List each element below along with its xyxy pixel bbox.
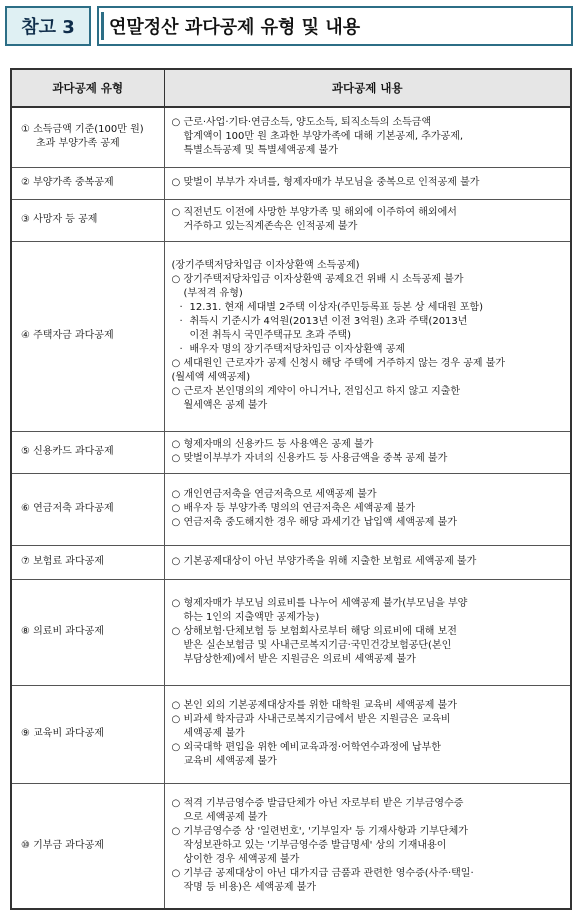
- bullet-text: [184, 797, 464, 825]
- text-line: 세액공제 불가: [183, 728, 245, 739]
- table-row: [11, 685, 571, 783]
- text-line: 개인연금저축을 연금저축으로 세액공제 불가: [183, 489, 377, 500]
- title-divider: [101, 12, 104, 40]
- deduction-table: [10, 68, 572, 910]
- content-bullet-item: [172, 825, 565, 867]
- bullet-mark: ○: [171, 556, 181, 567]
- deduction-type-cell: [11, 241, 164, 431]
- text-line: 부담상한제)에서 받은 지원금은 의료비 세액공제 불가: [183, 654, 416, 665]
- deduction-content-cell: [164, 473, 571, 545]
- deduction-type-cell: [11, 473, 164, 545]
- bullet-text: [184, 825, 468, 867]
- deduction-content-cell: [164, 783, 571, 909]
- bullet-mark: ○: [171, 207, 181, 218]
- text-line: 받은 실손보험금 및 사내근로복지기금·국민건강보험공단(본인: [183, 640, 452, 651]
- page-header: [5, 6, 573, 46]
- deduction-type-line: ② 부양가족 중복공제: [21, 177, 114, 188]
- content-bullet-item: [172, 502, 565, 516]
- page-title-box: [97, 6, 573, 46]
- column-header-type: 과다공제 유형: [11, 69, 164, 107]
- bullet-mark: ·: [179, 344, 183, 355]
- bullet-text: [184, 741, 441, 769]
- content-bullet-item: [172, 273, 565, 287]
- text-line: 근로·사업·기타·연금소득, 양도소득, 퇴직소득의 소득금액: [183, 117, 432, 129]
- text-line: 세대원인 근로자가 공제 신청시 해당 주택에 거주하지 않는 경우 공제 불가: [183, 358, 506, 369]
- bullet-mark: ○: [171, 598, 181, 609]
- text-line: 이전 취득시 국민주택규모 초과 주택): [189, 330, 352, 341]
- deduction-type-line: ③ 사망자 등 공제: [21, 214, 98, 225]
- text-line: 작명 등 비용)은 세액공제 불가: [183, 881, 317, 893]
- text-line: 장기주택저당차입금 이자상환액 공제요건 위배 시 소득공제 불가: [183, 274, 464, 285]
- content-sub-item: [172, 343, 565, 357]
- text-line: 기부금영수증 상 '일련번호', '기부일자' 등 기재사항과 기부단체가: [183, 825, 468, 837]
- text-line: 기본공제대상이 아닌 부양가족을 위해 지출한 보험료 세액공제 불가: [183, 556, 477, 567]
- table-row: [11, 473, 571, 545]
- deduction-content-cell: [164, 431, 571, 473]
- content-section-label: [172, 259, 565, 273]
- content-sub-item: [172, 301, 565, 315]
- text-line: 교육비 세액공제 불가: [183, 756, 277, 767]
- content-bullet-item: [172, 555, 565, 569]
- text-line: 맞벌이부부가 자녀의 신용카드 등 사용금액을 중복 공제 불가: [183, 453, 448, 464]
- deduction-content-cell: [164, 579, 571, 685]
- bullet-text: [184, 176, 480, 190]
- text-line: 배우자 명의 장기주택저당차입금 이자상환액 공제: [189, 344, 406, 355]
- deduction-type-line: ⑧ 의료비 과다공제: [21, 626, 104, 637]
- text-line: 상이한 경우 세액공제 불가: [183, 853, 300, 865]
- bullet-mark: ○: [171, 517, 181, 528]
- text-line: 외국대학 편입을 위한 예비교육과정·어학연수과정에 납부한: [183, 742, 441, 753]
- content-bullet-item: [172, 625, 565, 667]
- bullet-mark: ○: [171, 489, 181, 500]
- deduction-type-line: ④ 주택자금 과다공제: [21, 330, 114, 341]
- text-line: 형제자매의 신용카드 등 사용액은 공제 불가: [183, 439, 374, 450]
- text-line: 특별소득공제 및 특별세액공제 불가: [183, 145, 338, 157]
- deduction-content-cell: [164, 199, 571, 241]
- table-body: [11, 107, 571, 909]
- bullet-text: [184, 699, 457, 713]
- deduction-type-cell: [11, 167, 164, 199]
- bullet-text: [184, 488, 377, 502]
- text-line: 12.31. 현재 세대별 2주택 이상자(주민등록표 등본 상 세대원 포함): [189, 302, 484, 313]
- bullet-text: [184, 357, 506, 371]
- deduction-content-cell: [164, 107, 571, 167]
- bullet-mark: ○: [171, 700, 181, 711]
- deduction-type-cell: [11, 431, 164, 473]
- content-bullet-item: [172, 452, 565, 466]
- bullet-text: [184, 385, 461, 413]
- deduction-content-cell: [164, 545, 571, 579]
- content-bullet-item: [172, 438, 565, 452]
- deduction-content-cell: [164, 167, 571, 199]
- deduction-type-line: ⑥ 연금저축 과다공제: [21, 503, 114, 514]
- text-line: 작성보관하고 있는 '기부금영수증 발급명세' 상의 기재내용이: [183, 839, 447, 851]
- bullet-text: [184, 438, 374, 452]
- bullet-mark: ○: [171, 274, 181, 285]
- table-row: [11, 199, 571, 241]
- bullet-mark: ○: [171, 825, 181, 837]
- bullet-text: [184, 273, 464, 287]
- bullet-mark: ○: [171, 626, 181, 637]
- table-row: [11, 167, 571, 199]
- bullet-mark: ·: [179, 316, 183, 327]
- bullet-mark: ○: [171, 177, 181, 188]
- bullet-mark: ○: [171, 714, 181, 725]
- bullet-text: [184, 625, 457, 667]
- deduction-type-cell: [11, 107, 164, 167]
- deduction-type-line: ⑤ 신용카드 과다공제: [21, 446, 114, 457]
- deduction-type-cell: [11, 685, 164, 783]
- text-line: 배우자 등 부양가족 명의의 연금저축은 세액공제 불가: [183, 503, 416, 514]
- bullet-mark: ○: [171, 358, 181, 369]
- text-line: 근로자 본인명의의 계약이 아니거나, 전입신고 하지 않고 지출한: [183, 386, 461, 397]
- deduction-type-cell: [11, 783, 164, 909]
- deduction-content-cell: [164, 241, 571, 431]
- text-line: 상해보험·단체보험 등 보험회사로부터 해당 의료비에 대해 보전: [183, 626, 457, 637]
- deduction-type-line: ⑦ 보험료 과다공제: [21, 556, 104, 567]
- text-line: 거주하고 있는직계존속은 인적공제 불가: [183, 221, 358, 232]
- text-line: (장기주택저당차입금 이자상환액 소득공제): [171, 260, 360, 271]
- text-line: 으로 세액공제 불가: [183, 811, 268, 823]
- deduction-type-line: 초과 부양가족 공제: [36, 138, 120, 150]
- content-bullet-item: [172, 516, 565, 530]
- content-bullet-item: [172, 176, 565, 190]
- text-line: 직전년도 이전에 사망한 부양가족 및 해외에 이주하여 해외에서: [183, 207, 457, 218]
- table-header-row: [11, 69, 571, 107]
- text-line: 본인 외의 기본공제대상자를 위한 대학원 교육비 세액공제 불가: [183, 700, 457, 711]
- deduction-type-line: ⑩ 기부금 과다공제: [21, 839, 104, 851]
- text-line: 기부금 공제대상이 아닌 대가지급 금품과 관련한 영수증(사주·택일·: [183, 867, 474, 879]
- bullet-mark: ○: [171, 867, 181, 879]
- content-sub-item: [172, 315, 565, 343]
- bullet-text: [184, 516, 457, 530]
- content-bullet-item: [172, 867, 565, 895]
- bullet-mark: ○: [171, 439, 181, 450]
- bullet-mark: ○: [171, 503, 181, 514]
- deduction-type-line: ① 소득금액 기준(100만 원): [21, 124, 144, 136]
- text-line: 합계액이 100만 원 초과한 부양가족에 대해 기본공제, 추가공제,: [183, 131, 464, 143]
- table-row: [11, 107, 571, 167]
- deduction-content-cell: [164, 685, 571, 783]
- content-bullet-item: [172, 597, 565, 625]
- text-line: (월세액 세액공제): [171, 372, 251, 383]
- bullet-text: [184, 597, 468, 625]
- content-bullet-item: [172, 206, 565, 234]
- text-line: (부적격 유형): [183, 288, 243, 299]
- bullet-mark: ·: [179, 302, 183, 313]
- text-line: 비과세 학자금과 사내근로복지기금에서 받은 지원금은 교육비: [183, 714, 451, 725]
- deduction-type-cell: [11, 579, 164, 685]
- content-bullet-item: [172, 713, 565, 741]
- content-bullet-item: [172, 741, 565, 769]
- bullet-text: [190, 301, 484, 315]
- bullet-text: [184, 713, 451, 741]
- table-row: [11, 241, 571, 431]
- bullet-text: [184, 116, 464, 158]
- text-line: 연금저축 중도해지한 경우 해당 과세기간 납입액 세액공제 불가: [183, 517, 457, 528]
- deduction-type-cell: [11, 199, 164, 241]
- bullet-mark: ○: [171, 117, 181, 129]
- bullet-text: [184, 867, 474, 895]
- text-line: 맞벌이 부부가 자녀를, 형제자매가 부모님을 중복으로 인적공제 불가: [183, 177, 480, 188]
- content-bullet-item: [172, 699, 565, 713]
- text-line: 취득시 기준시가 4억원(2013년 이전 3억원) 초과 주택(2013년: [189, 316, 468, 327]
- content-bullet-item: [172, 385, 565, 413]
- bullet-text: [190, 315, 468, 343]
- page-title: 연말정산 과다공제 유형 및 내용: [109, 17, 361, 38]
- bullet-text: [184, 452, 448, 466]
- reference-badge: 참고 3: [5, 6, 91, 46]
- content-bullet-item: [172, 116, 565, 158]
- bullet-text: [184, 206, 457, 234]
- column-header-content: 과다공제 내용: [164, 69, 571, 107]
- text-line: 월세액은 공제 불가: [183, 400, 268, 411]
- bullet-text: [190, 343, 406, 357]
- text-line: 하는 1인의 지출액만 공제가능): [183, 612, 320, 623]
- text-line: 적격 기부금영수증 발급단체가 아닌 자로부터 받은 기부금영수증: [183, 797, 464, 809]
- bullet-mark: ○: [171, 797, 181, 809]
- bullet-mark: ○: [171, 742, 181, 753]
- table-row: [11, 431, 571, 473]
- content-note: [172, 287, 565, 301]
- bullet-mark: ○: [171, 386, 181, 397]
- deduction-type-line: ⑨ 교육비 과다공제: [21, 728, 104, 739]
- table-row: [11, 545, 571, 579]
- bullet-mark: ○: [171, 453, 181, 464]
- bullet-text: [184, 555, 477, 569]
- content-section-label: [172, 371, 565, 385]
- table-row: [11, 783, 571, 909]
- table-row: [11, 579, 571, 685]
- content-bullet-item: [172, 488, 565, 502]
- bullet-text: [184, 502, 416, 516]
- deduction-type-cell: [11, 545, 164, 579]
- content-bullet-item: [172, 797, 565, 825]
- text-line: 형제자매가 부모님 의료비를 나누어 세액공제 불가(부모님을 부양: [183, 598, 468, 609]
- content-bullet-item: [172, 357, 565, 371]
